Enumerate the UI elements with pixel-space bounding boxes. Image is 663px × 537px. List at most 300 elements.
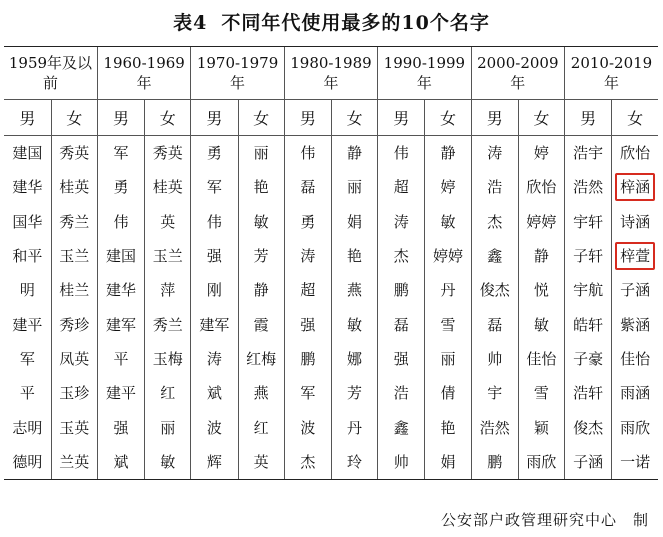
male-name-cell bbox=[284, 307, 331, 341]
name-text: 子轩 bbox=[573, 247, 604, 266]
male-name-cell bbox=[565, 410, 612, 444]
name-text: 建平 bbox=[12, 315, 43, 334]
name-text: 勇 bbox=[113, 178, 129, 197]
male-name-cell bbox=[378, 136, 425, 171]
male-name-cell bbox=[565, 445, 612, 480]
name-text: 敏 bbox=[347, 315, 363, 334]
name-text: 燕 bbox=[347, 281, 363, 300]
name-text: 雪 bbox=[440, 315, 456, 334]
table-number: 表4 bbox=[173, 12, 208, 34]
female-name-cell bbox=[331, 376, 377, 410]
female-name-cell bbox=[518, 239, 564, 273]
name-text: 子涵 bbox=[573, 452, 604, 471]
female-name-cell bbox=[238, 170, 284, 204]
name-text: 丽 bbox=[440, 349, 456, 368]
male-name-cell bbox=[97, 445, 144, 480]
male-name-cell bbox=[4, 170, 51, 204]
name-text: 宇轩 bbox=[573, 212, 604, 231]
name-text: 军 bbox=[19, 349, 35, 368]
name-text: 强 bbox=[393, 349, 409, 368]
name-text: 英 bbox=[160, 212, 176, 231]
female-name-cell bbox=[612, 445, 658, 480]
name-text: 明 bbox=[19, 281, 35, 300]
name-text: 婷 bbox=[440, 178, 456, 197]
name-text: 平 bbox=[113, 349, 129, 368]
name-text: 红 bbox=[253, 418, 269, 437]
name-text: 静 bbox=[347, 144, 363, 163]
name-text: 雨欣 bbox=[526, 452, 557, 471]
male-name-cell bbox=[284, 445, 331, 480]
name-text: 雪 bbox=[533, 384, 549, 403]
female-name-cell bbox=[238, 273, 284, 307]
male-name-cell bbox=[191, 445, 238, 480]
name-text: 秀英 bbox=[59, 144, 90, 163]
gender-header-male: 男 bbox=[97, 100, 144, 136]
gender-header-row bbox=[4, 100, 658, 136]
name-text: 浩宇 bbox=[573, 144, 604, 163]
name-text: 凤英 bbox=[59, 349, 90, 368]
male-name-cell bbox=[565, 205, 612, 239]
name-text: 玉珍 bbox=[59, 384, 90, 403]
male-name-cell bbox=[284, 239, 331, 273]
male-name-cell bbox=[471, 376, 518, 410]
male-name-cell bbox=[97, 273, 144, 307]
name-text: 勇 bbox=[206, 144, 222, 163]
name-text: 杰 bbox=[487, 212, 503, 231]
male-name-cell bbox=[191, 136, 238, 171]
female-name-cell bbox=[612, 170, 658, 204]
name-text: 一诺 bbox=[620, 452, 651, 471]
name-text: 红梅 bbox=[246, 349, 277, 368]
name-text: 波 bbox=[206, 418, 222, 437]
gender-header-female: 女 bbox=[425, 100, 471, 136]
male-name-cell bbox=[97, 376, 144, 410]
name-text: 桂英 bbox=[59, 178, 90, 197]
name-text: 芳 bbox=[347, 384, 363, 403]
name-text: 波 bbox=[300, 418, 316, 437]
name-text: 秀兰 bbox=[59, 212, 90, 231]
female-name-cell bbox=[518, 445, 564, 480]
name-text: 浩 bbox=[393, 384, 409, 403]
female-name-cell bbox=[612, 205, 658, 239]
male-name-cell bbox=[284, 170, 331, 204]
female-name-cell bbox=[612, 376, 658, 410]
name-text: 秀兰 bbox=[152, 315, 183, 334]
male-name-cell bbox=[378, 170, 425, 204]
period-header: 1990-1999 年 bbox=[378, 47, 471, 100]
name-text: 倩 bbox=[440, 384, 456, 403]
name-text: 娟 bbox=[347, 212, 363, 231]
name-text: 俊杰 bbox=[573, 418, 604, 437]
male-name-cell bbox=[471, 273, 518, 307]
male-name-cell bbox=[284, 273, 331, 307]
female-name-cell bbox=[51, 170, 97, 204]
table-title bbox=[0, 8, 663, 35]
name-text: 杰 bbox=[300, 452, 316, 471]
name-text: 辉 bbox=[206, 452, 222, 471]
period-header: 2000-2009 年 bbox=[471, 47, 564, 100]
male-name-cell bbox=[97, 239, 144, 273]
male-name-cell bbox=[284, 376, 331, 410]
highlighted-name-text: 梓萱 bbox=[615, 242, 655, 270]
gender-header-female: 女 bbox=[51, 100, 97, 136]
female-name-cell bbox=[612, 239, 658, 273]
name-text: 俊杰 bbox=[479, 281, 510, 300]
female-name-cell bbox=[331, 342, 377, 376]
table-row bbox=[4, 273, 658, 307]
name-text: 浩轩 bbox=[573, 384, 604, 403]
name-text: 秀珍 bbox=[59, 315, 90, 334]
female-name-cell bbox=[612, 273, 658, 307]
female-name-cell bbox=[238, 445, 284, 480]
male-name-cell bbox=[565, 273, 612, 307]
female-name-cell bbox=[425, 342, 471, 376]
name-text: 艳 bbox=[347, 247, 363, 266]
male-name-cell bbox=[471, 410, 518, 444]
name-text: 丽 bbox=[253, 144, 269, 163]
male-name-cell bbox=[471, 136, 518, 171]
female-name-cell bbox=[51, 376, 97, 410]
name-text: 悦 bbox=[533, 281, 549, 300]
male-name-cell bbox=[471, 342, 518, 376]
period-header: 1960-1969 年 bbox=[97, 47, 190, 100]
female-name-cell bbox=[425, 410, 471, 444]
male-name-cell bbox=[191, 410, 238, 444]
female-name-cell bbox=[612, 410, 658, 444]
female-name-cell bbox=[518, 205, 564, 239]
gender-header-male: 男 bbox=[565, 100, 612, 136]
name-text: 敏 bbox=[440, 212, 456, 231]
name-text: 建华 bbox=[106, 281, 137, 300]
name-text: 浩 bbox=[487, 178, 503, 197]
male-name-cell bbox=[565, 239, 612, 273]
female-name-cell bbox=[331, 136, 377, 171]
female-name-cell bbox=[331, 410, 377, 444]
male-name-cell bbox=[191, 307, 238, 341]
name-text: 丽 bbox=[160, 418, 176, 437]
name-text: 子涵 bbox=[620, 281, 651, 300]
gender-header-female: 女 bbox=[331, 100, 377, 136]
female-name-cell bbox=[238, 239, 284, 273]
male-name-cell bbox=[284, 410, 331, 444]
name-text: 皓轩 bbox=[573, 315, 604, 334]
name-text: 强 bbox=[300, 315, 316, 334]
female-name-cell bbox=[425, 205, 471, 239]
female-name-cell bbox=[145, 273, 191, 307]
name-text: 芳 bbox=[253, 247, 269, 266]
name-text: 斌 bbox=[206, 384, 222, 403]
name-text: 鹏 bbox=[393, 281, 409, 300]
name-text: 婷 bbox=[533, 144, 549, 163]
name-text: 建国 bbox=[12, 144, 43, 163]
female-name-cell bbox=[51, 136, 97, 171]
name-text: 红 bbox=[160, 384, 176, 403]
name-text: 帅 bbox=[487, 349, 503, 368]
male-name-cell bbox=[97, 342, 144, 376]
male-name-cell bbox=[378, 376, 425, 410]
name-text: 艳 bbox=[253, 178, 269, 197]
male-name-cell bbox=[378, 410, 425, 444]
table-row bbox=[4, 205, 658, 239]
name-text: 建国 bbox=[106, 247, 137, 266]
male-name-cell bbox=[284, 342, 331, 376]
female-name-cell bbox=[331, 307, 377, 341]
name-text: 敏 bbox=[533, 315, 549, 334]
name-text: 诗涵 bbox=[620, 212, 651, 231]
gender-header-male: 男 bbox=[4, 100, 51, 136]
male-name-cell bbox=[565, 376, 612, 410]
male-name-cell bbox=[565, 170, 612, 204]
name-text: 鹏 bbox=[487, 452, 503, 471]
female-name-cell bbox=[145, 445, 191, 480]
female-name-cell bbox=[145, 239, 191, 273]
name-text: 志明 bbox=[12, 418, 43, 437]
name-text: 玉梅 bbox=[152, 349, 183, 368]
name-text: 磊 bbox=[393, 315, 409, 334]
name-text: 桂兰 bbox=[59, 281, 90, 300]
female-name-cell bbox=[518, 273, 564, 307]
name-text: 国华 bbox=[12, 212, 43, 231]
table-row bbox=[4, 170, 658, 204]
male-name-cell bbox=[4, 273, 51, 307]
names-table bbox=[4, 46, 658, 480]
female-name-cell bbox=[425, 307, 471, 341]
name-text: 婷婷 bbox=[526, 212, 557, 231]
female-name-cell bbox=[518, 376, 564, 410]
name-text: 娟 bbox=[440, 452, 456, 471]
female-name-cell bbox=[518, 410, 564, 444]
period-header: 2010-2019 年 bbox=[565, 47, 658, 100]
female-name-cell bbox=[51, 307, 97, 341]
male-name-cell bbox=[4, 307, 51, 341]
name-text: 鹏 bbox=[300, 349, 316, 368]
name-text: 涛 bbox=[487, 144, 503, 163]
male-name-cell bbox=[565, 342, 612, 376]
name-text: 德明 bbox=[12, 452, 43, 471]
male-name-cell bbox=[378, 342, 425, 376]
name-text: 宇 bbox=[487, 384, 503, 403]
name-text: 和平 bbox=[12, 247, 43, 266]
name-text: 欣怡 bbox=[526, 178, 557, 197]
female-name-cell bbox=[331, 445, 377, 480]
name-text: 婷婷 bbox=[432, 247, 463, 266]
male-name-cell bbox=[4, 342, 51, 376]
name-text: 英 bbox=[253, 452, 269, 471]
name-text: 宇航 bbox=[573, 281, 604, 300]
table-row bbox=[4, 307, 658, 341]
male-name-cell bbox=[191, 342, 238, 376]
female-name-cell bbox=[145, 307, 191, 341]
gender-header-male: 男 bbox=[471, 100, 518, 136]
name-text: 玉英 bbox=[59, 418, 90, 437]
male-name-cell bbox=[471, 239, 518, 273]
male-name-cell bbox=[378, 445, 425, 480]
name-text: 丹 bbox=[347, 418, 363, 437]
female-name-cell bbox=[238, 376, 284, 410]
male-name-cell bbox=[4, 136, 51, 171]
name-text: 超 bbox=[300, 281, 316, 300]
female-name-cell bbox=[518, 170, 564, 204]
name-text: 勇 bbox=[300, 212, 316, 231]
female-name-cell bbox=[238, 342, 284, 376]
name-text: 建华 bbox=[12, 178, 43, 197]
period-header-row bbox=[4, 47, 658, 100]
male-name-cell bbox=[378, 205, 425, 239]
male-name-cell bbox=[378, 307, 425, 341]
male-name-cell bbox=[284, 205, 331, 239]
female-name-cell bbox=[145, 170, 191, 204]
name-text: 涛 bbox=[206, 349, 222, 368]
name-text: 玉兰 bbox=[152, 247, 183, 266]
name-text: 伟 bbox=[206, 212, 222, 231]
female-name-cell bbox=[51, 239, 97, 273]
name-text: 杰 bbox=[393, 247, 409, 266]
table-body bbox=[4, 136, 658, 480]
female-name-cell bbox=[145, 376, 191, 410]
table-row bbox=[4, 376, 658, 410]
female-name-cell bbox=[425, 273, 471, 307]
name-text: 兰英 bbox=[59, 452, 90, 471]
name-text: 佳怡 bbox=[526, 349, 557, 368]
male-name-cell bbox=[4, 239, 51, 273]
name-text: 丹 bbox=[440, 281, 456, 300]
name-text: 鑫 bbox=[393, 418, 409, 437]
name-text: 桂英 bbox=[152, 178, 183, 197]
female-name-cell bbox=[518, 307, 564, 341]
source-credit: 公安部户政管理研究中心 制 bbox=[440, 511, 649, 529]
female-name-cell bbox=[612, 307, 658, 341]
gender-header-male: 男 bbox=[191, 100, 238, 136]
male-name-cell bbox=[4, 445, 51, 480]
male-name-cell bbox=[97, 307, 144, 341]
female-name-cell bbox=[518, 136, 564, 171]
name-text: 强 bbox=[206, 247, 222, 266]
name-text: 霞 bbox=[253, 315, 269, 334]
male-name-cell bbox=[97, 136, 144, 171]
name-text: 敏 bbox=[160, 452, 176, 471]
gender-header-male: 男 bbox=[378, 100, 425, 136]
male-name-cell bbox=[191, 273, 238, 307]
male-name-cell bbox=[378, 239, 425, 273]
name-text: 颖 bbox=[533, 418, 549, 437]
name-text: 佳怡 bbox=[620, 349, 651, 368]
table-title-text: 不同年代使用最多的10个名字 bbox=[221, 12, 490, 34]
female-name-cell bbox=[51, 445, 97, 480]
name-text: 伟 bbox=[300, 144, 316, 163]
male-name-cell bbox=[471, 445, 518, 480]
male-name-cell bbox=[471, 307, 518, 341]
table-row bbox=[4, 136, 658, 171]
name-text: 丽 bbox=[347, 178, 363, 197]
male-name-cell bbox=[191, 205, 238, 239]
name-text: 伟 bbox=[113, 212, 129, 231]
name-text: 萍 bbox=[160, 281, 176, 300]
female-name-cell bbox=[518, 342, 564, 376]
name-text: 静 bbox=[533, 247, 549, 266]
female-name-cell bbox=[51, 273, 97, 307]
gender-header-female: 女 bbox=[238, 100, 284, 136]
name-text: 军 bbox=[300, 384, 316, 403]
male-name-cell bbox=[191, 376, 238, 410]
female-name-cell bbox=[51, 205, 97, 239]
name-text: 鑫 bbox=[487, 247, 503, 266]
female-name-cell bbox=[51, 410, 97, 444]
female-name-cell bbox=[238, 410, 284, 444]
female-name-cell bbox=[612, 342, 658, 376]
male-name-cell bbox=[97, 170, 144, 204]
name-text: 静 bbox=[253, 281, 269, 300]
female-name-cell bbox=[331, 170, 377, 204]
male-name-cell bbox=[97, 410, 144, 444]
name-text: 雨涵 bbox=[620, 384, 651, 403]
name-text: 斌 bbox=[113, 452, 129, 471]
female-name-cell bbox=[238, 205, 284, 239]
name-text: 磊 bbox=[487, 315, 503, 334]
male-name-cell bbox=[378, 273, 425, 307]
name-text: 强 bbox=[113, 418, 129, 437]
male-name-cell bbox=[565, 136, 612, 171]
female-name-cell bbox=[51, 342, 97, 376]
gender-header-female: 女 bbox=[145, 100, 191, 136]
name-text: 玉兰 bbox=[59, 247, 90, 266]
female-name-cell bbox=[238, 307, 284, 341]
male-name-cell bbox=[4, 410, 51, 444]
name-text: 静 bbox=[440, 144, 456, 163]
period-header: 1959年及以 前 bbox=[4, 47, 97, 100]
name-text: 玲 bbox=[347, 452, 363, 471]
male-name-cell bbox=[284, 136, 331, 171]
male-name-cell bbox=[471, 205, 518, 239]
name-text: 超 bbox=[393, 178, 409, 197]
female-name-cell bbox=[145, 342, 191, 376]
female-name-cell bbox=[331, 205, 377, 239]
female-name-cell bbox=[145, 205, 191, 239]
name-text: 建军 bbox=[199, 315, 230, 334]
name-text: 子豪 bbox=[573, 349, 604, 368]
female-name-cell bbox=[425, 376, 471, 410]
name-text: 磊 bbox=[300, 178, 316, 197]
male-name-cell bbox=[191, 170, 238, 204]
female-name-cell bbox=[425, 170, 471, 204]
name-text: 敏 bbox=[253, 212, 269, 231]
female-name-cell bbox=[425, 136, 471, 171]
name-text: 平 bbox=[19, 384, 35, 403]
highlighted-name-text: 梓涵 bbox=[615, 173, 655, 201]
gender-header-female: 女 bbox=[612, 100, 658, 136]
table-row bbox=[4, 342, 658, 376]
table-row bbox=[4, 410, 658, 444]
table-row bbox=[4, 239, 658, 273]
name-text: 雨欣 bbox=[620, 418, 651, 437]
name-text: 建军 bbox=[106, 315, 137, 334]
name-text: 紫涵 bbox=[620, 315, 651, 334]
female-name-cell bbox=[145, 136, 191, 171]
name-text: 涛 bbox=[393, 212, 409, 231]
name-text: 燕 bbox=[253, 384, 269, 403]
female-name-cell bbox=[331, 273, 377, 307]
name-text: 浩然 bbox=[479, 418, 510, 437]
female-name-cell bbox=[145, 410, 191, 444]
female-name-cell bbox=[425, 239, 471, 273]
period-header: 1970-1979 年 bbox=[191, 47, 284, 100]
name-text: 浩然 bbox=[573, 178, 604, 197]
name-text: 涛 bbox=[300, 247, 316, 266]
male-name-cell bbox=[471, 170, 518, 204]
male-name-cell bbox=[565, 307, 612, 341]
name-text: 军 bbox=[206, 178, 222, 197]
name-text: 秀英 bbox=[152, 144, 183, 163]
gender-header-male: 男 bbox=[284, 100, 331, 136]
